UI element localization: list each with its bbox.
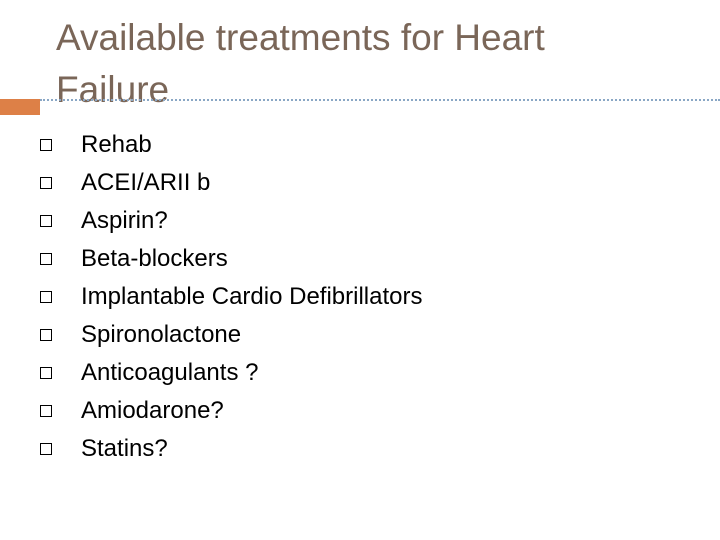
hollow-square-icon bbox=[40, 443, 52, 455]
bullet-text: Spironolactone bbox=[81, 321, 242, 348]
title-divider bbox=[40, 99, 720, 101]
bullet-text: Implantable Cardio Defibrillators bbox=[81, 283, 423, 310]
bullet-text: Aspirin? bbox=[81, 207, 168, 234]
bullet-text: Beta-blockers bbox=[81, 245, 228, 272]
slide-title-line-2: Failure bbox=[56, 69, 170, 110]
hollow-square-icon bbox=[40, 291, 52, 303]
bullet-text: Rehab bbox=[81, 131, 152, 158]
accent-bar bbox=[0, 99, 40, 115]
hollow-square-icon bbox=[40, 367, 52, 379]
bullet-text: Statins? bbox=[81, 435, 168, 462]
hollow-square-icon bbox=[40, 329, 52, 341]
hollow-square-icon bbox=[40, 177, 52, 189]
hollow-square-icon bbox=[40, 405, 52, 417]
hollow-square-icon bbox=[40, 215, 52, 227]
bullet-text: Anticoagulants ? bbox=[81, 359, 259, 386]
bullet-text: Amiodarone? bbox=[81, 397, 224, 424]
hollow-square-icon bbox=[40, 253, 52, 265]
slide-title-line-1: Available treatments for Heart bbox=[56, 17, 545, 58]
hollow-square-icon bbox=[40, 139, 52, 151]
bullet-text: ACEI/ARII b bbox=[81, 169, 211, 196]
